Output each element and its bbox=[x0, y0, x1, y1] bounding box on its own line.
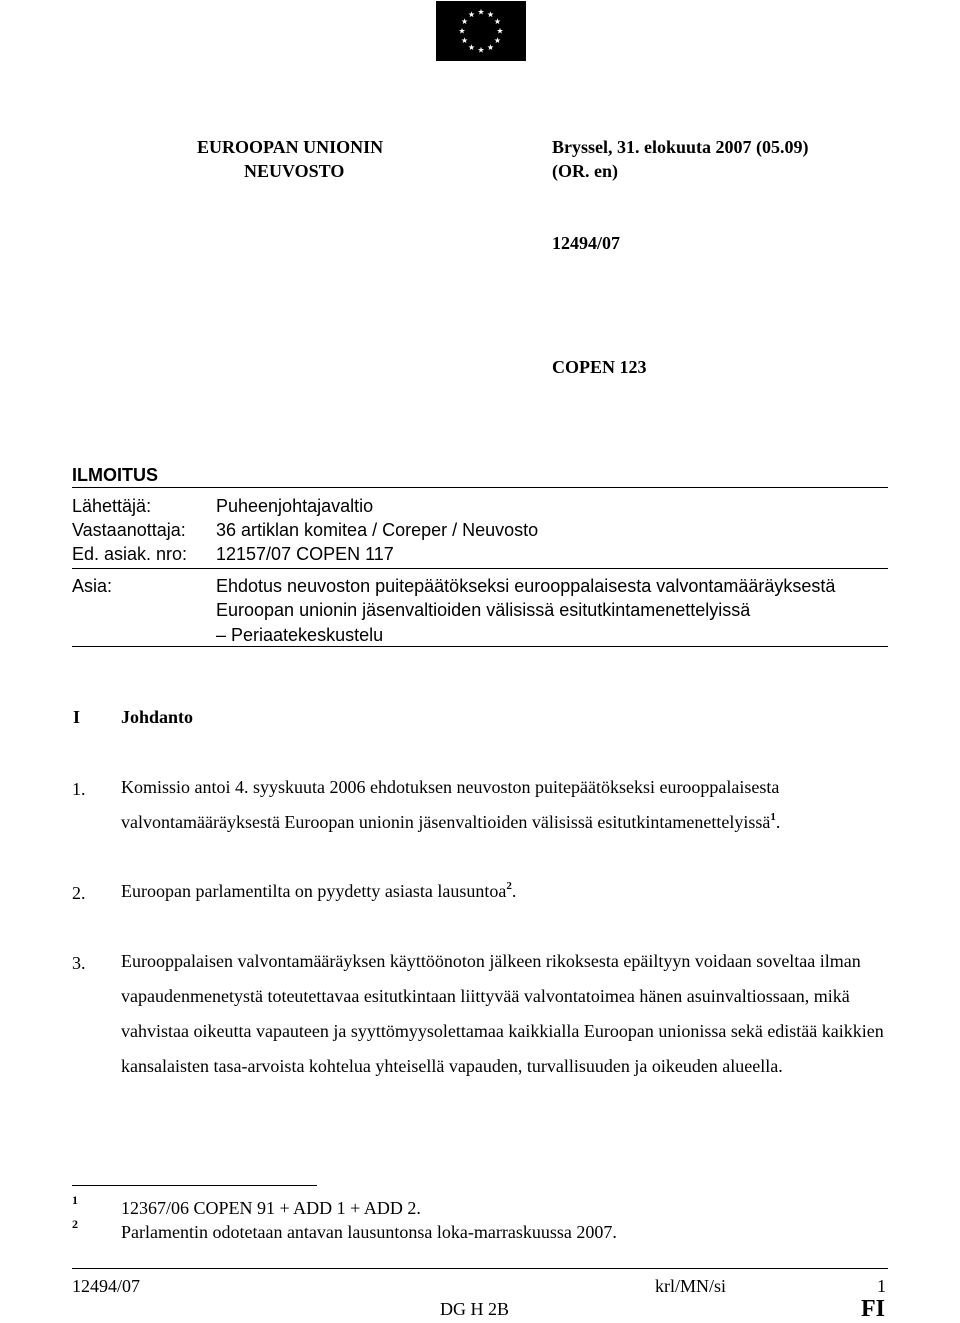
footer-doc-number: 12494/07 bbox=[72, 1276, 141, 1296]
paragraph-1-number: 1. bbox=[72, 779, 86, 799]
document-number: 12494/07 bbox=[552, 233, 621, 253]
eu-flag-icon bbox=[436, 1, 526, 61]
sender-label: Lähettäjä: bbox=[72, 496, 152, 516]
notice-top-rule bbox=[72, 487, 888, 488]
footnote-separator bbox=[72, 1185, 317, 1186]
footnote-1-number: 1 bbox=[72, 1193, 78, 1207]
footer-rule bbox=[72, 1268, 888, 1269]
council-name-line2: NEUVOSTO bbox=[244, 161, 345, 181]
sender-value: Puheenjohtajavaltio bbox=[216, 496, 374, 516]
section-title: Johdanto bbox=[121, 707, 194, 727]
subject-label: Asia: bbox=[72, 576, 113, 596]
footer-dg: DG H 2B bbox=[440, 1299, 510, 1319]
place-date-line1: Bryssel, 31. elokuuta 2007 (05.09) bbox=[552, 137, 809, 157]
recipient-label: Vastaanottaja: bbox=[72, 520, 186, 540]
place-date-line2: (OR. en) bbox=[552, 161, 618, 181]
paragraph-1-tail: . bbox=[775, 812, 781, 832]
footer-page-number: 1 bbox=[877, 1276, 886, 1296]
paragraph-2-text: Euroopan parlamentilta on pyydetty asiasta lausuntoa bbox=[121, 881, 507, 901]
subject-top-rule bbox=[72, 568, 888, 569]
subject-line1: Ehdotus neuvoston puitepäätökseksi eurooppalaisesta valvontamääräyksestä bbox=[216, 576, 836, 596]
paragraph-3-text: Eurooppalaisen valvontamääräyksen käyttöönoton jälkeen rikoksesta epäiltyyn voidaan soveltaa ilman vapaudenmenetystä toteutettavaa esitutkintaan liittyvää valvontatoimea hänen asuinvaltiossaan, mikä vahvistaa oikeutta vapauteen ja syyttömyysolettamaa kaikkialla Euroopan unionissa sekä edistää kaikkien kansalaisten tasa-arvoista kohtelua yhteisellä vapauden, turvallisuuden ja oikeuden alueella. bbox=[121, 951, 884, 1076]
paragraph-2 bbox=[121, 874, 891, 909]
footnote-2-number: 2 bbox=[72, 1217, 78, 1231]
prev-doc-value: 12157/07 COPEN 117 bbox=[216, 544, 394, 564]
footnote-ref-1: 1 bbox=[770, 811, 776, 823]
council-name-line1: EUROOPAN UNIONIN bbox=[197, 137, 384, 157]
paragraph-2-tail: . bbox=[511, 881, 517, 901]
paragraph-1-text: Komissio antoi 4. syyskuuta 2006 ehdotuksen neuvoston puitepäätökseksi eurooppalaisesta valvontamääräyksestä Euroopan unionin jäsenvaltioiden välisissä esitutkintamenettelyissä bbox=[121, 777, 780, 832]
copen-reference: COPEN 123 bbox=[552, 357, 647, 377]
notice-bottom-rule bbox=[72, 646, 888, 647]
footnote-2-text: Parlamentin odotetaan antavan lausuntonsa loka-marraskuussa 2007. bbox=[121, 1222, 617, 1242]
prev-doc-label: Ed. asiak. nro: bbox=[72, 544, 188, 564]
notice-title: ILMOITUS bbox=[72, 465, 158, 485]
paragraph-3 bbox=[121, 944, 886, 1084]
footnote-ref-2: 2 bbox=[506, 880, 512, 892]
footnote-1-text: 12367/06 COPEN 91 + ADD 1 + ADD 2. bbox=[121, 1198, 421, 1218]
paragraph-1 bbox=[121, 770, 891, 840]
paragraph-3-number: 3. bbox=[72, 953, 86, 973]
section-number: I bbox=[73, 707, 81, 727]
subject-line2: Euroopan unionin jäsenvaltioiden välisissä esitutkintamenettelyissä bbox=[216, 600, 751, 620]
recipient-value: 36 artiklan komitea / Coreper / Neuvosto bbox=[216, 520, 539, 540]
subject-line3: – Periaatekeskustelu bbox=[216, 625, 384, 645]
footer-language: FI bbox=[861, 1296, 885, 1322]
paragraph-2-number: 2. bbox=[72, 883, 86, 903]
footer-initials: krl/MN/si bbox=[655, 1276, 727, 1296]
